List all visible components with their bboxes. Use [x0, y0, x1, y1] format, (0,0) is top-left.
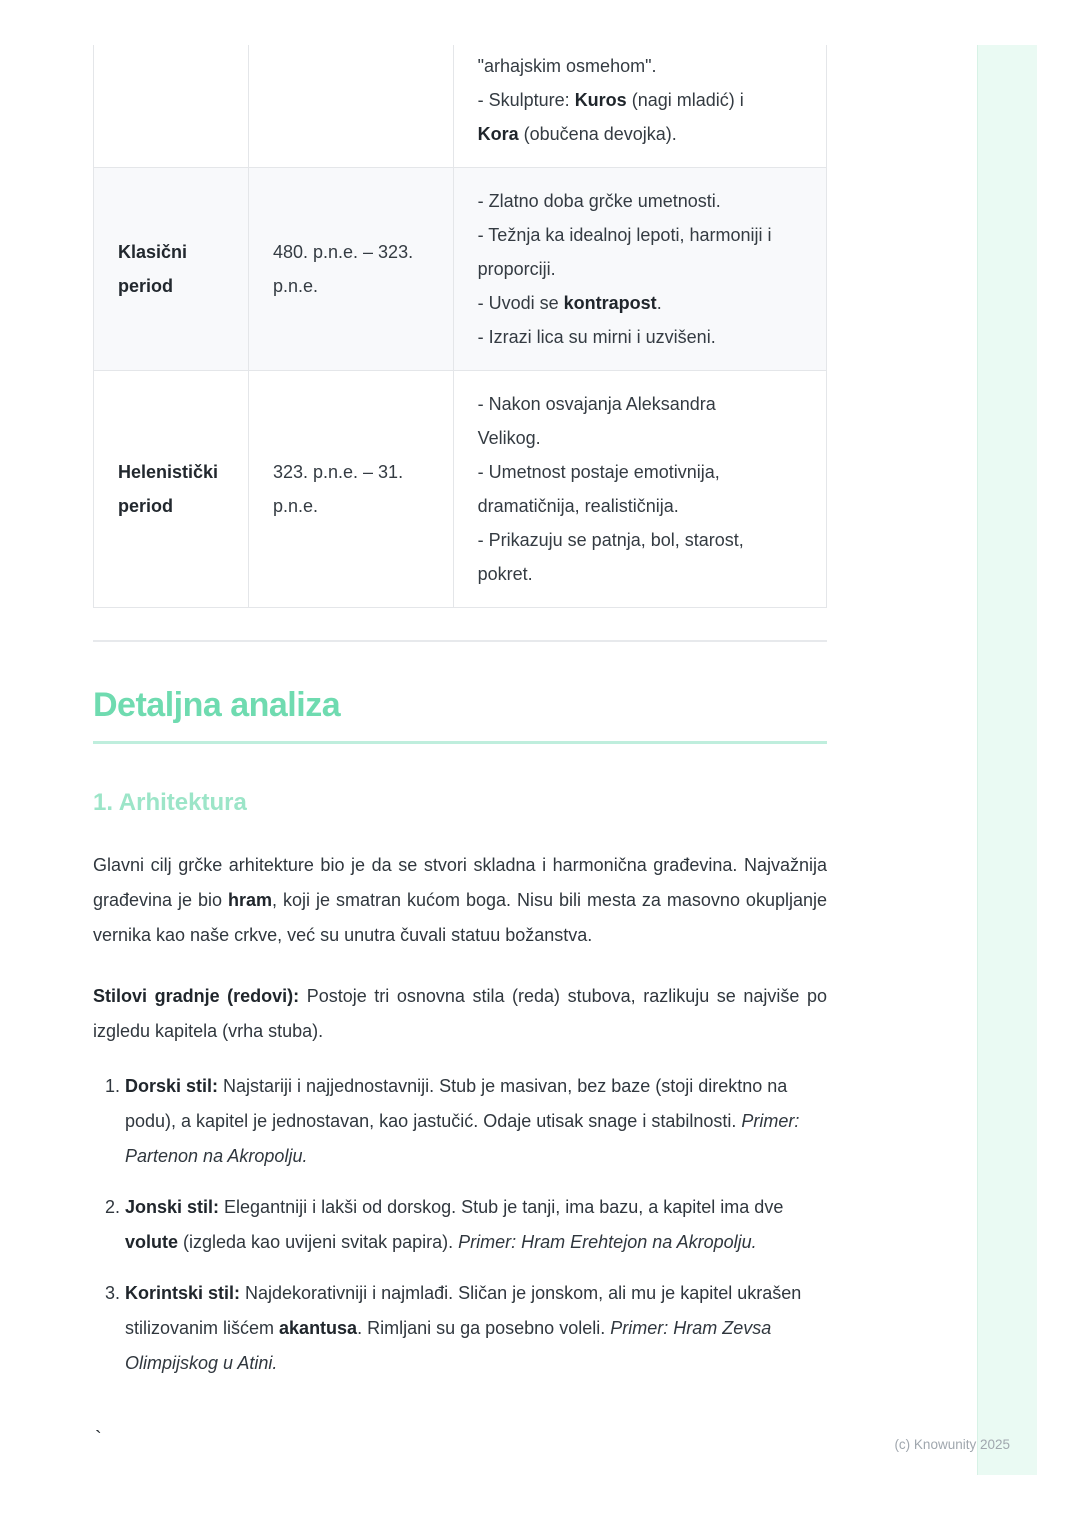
- description-cell: "arhajskim osmehom". - Skulpture: Kuros (nagi mladić) i Kora (obučena devojka).: [453, 45, 826, 168]
- dates-cell: 323. p.n.e. – 31. p.n.e.: [248, 371, 453, 608]
- list-item-korintski-stil: 3. Korintski stil: Najdekorativniji i najmlađi. Sličan je jonskom, ali mu je kapitel ukrašen stilizovanim lišćem akantusa. Rimljani su ga posebno voleli. Primer: Hram Zevsa Olimpijskog u Atini.: [125, 1276, 827, 1381]
- section-heading-underline: [93, 741, 827, 744]
- dates-cell: 480. p.n.e. – 323. p.n.e.: [248, 168, 453, 371]
- section-heading: Detaljna analiza: [93, 686, 341, 724]
- page-content: [93, 45, 827, 1450]
- description-cell: - Zlatno doba grčke umetnosti. - Težnja ka idealnoj lepoti, harmoniji i proporciji. - Uvodi se kontrapost. - Izrazi lica su mirni i uzvišeni.: [453, 168, 826, 371]
- subsection-heading: 1. Arhitektura: [93, 789, 247, 816]
- paragraph-building-styles: Stilovi gradnje (redovi): Postoje tri osnovna stila (reda) stubova, razlikuju se najviše po izgledu kapitela (vrha stuba).: [93, 986, 827, 1041]
- period-cell: Klasični period: [94, 168, 249, 371]
- period-cell: [94, 45, 249, 168]
- table-row-klasicni: [94, 168, 827, 371]
- dates-cell: [248, 45, 453, 168]
- period-cell: Helenistički period: [94, 371, 249, 608]
- copyright-text: (c) Knowunity 2025: [894, 1437, 1010, 1452]
- description-cell: - Nakon osvajanja Aleksandra Velikog. - Umetnost postaje emotivnija, dramatičnija, realističnija. - Prikazuju se patnja, bol, starost, pokret.: [453, 371, 826, 608]
- paragraph-architecture-intro: Glavni cilj grčke arhitekture bio je da se stvori skladna i harmonična građevina. Najvažnija građevina je bio hram, koji je smatran kućom boga. Nisu bili mesta za masovno okupljanje vernika kao naše crkve, već su unutra čuvali statuu božanstva.: [93, 855, 827, 945]
- list-item-jonski-stil: 2. Jonski stil: Elegantniji i lakši od dorskog. Stub je tanji, ima bazu, a kapitel ima dve volute (izgleda kao uvijeni svitak papira). Primer: Hram Erehtejon na Akropolju.: [125, 1190, 827, 1260]
- periods-table: [93, 45, 827, 608]
- column-styles-list: [93, 1069, 827, 1381]
- page-accent-strip: [977, 45, 1037, 1475]
- section-divider: [93, 640, 827, 642]
- table-row-archaic-continued: [94, 45, 827, 168]
- table-row-helenisticki: [94, 371, 827, 608]
- list-item-dorski-stil: 1. Dorski stil: Najstariji i najjednostavniji. Stub je masivan, bez baze (stoji direktno na podu), a kapitel je jednostavan, kao jastučić. Odaje utisak snage i stabilnosti. Primer: Partenon na Akropolju.: [125, 1069, 827, 1174]
- stray-backtick: `: [95, 1428, 102, 1450]
